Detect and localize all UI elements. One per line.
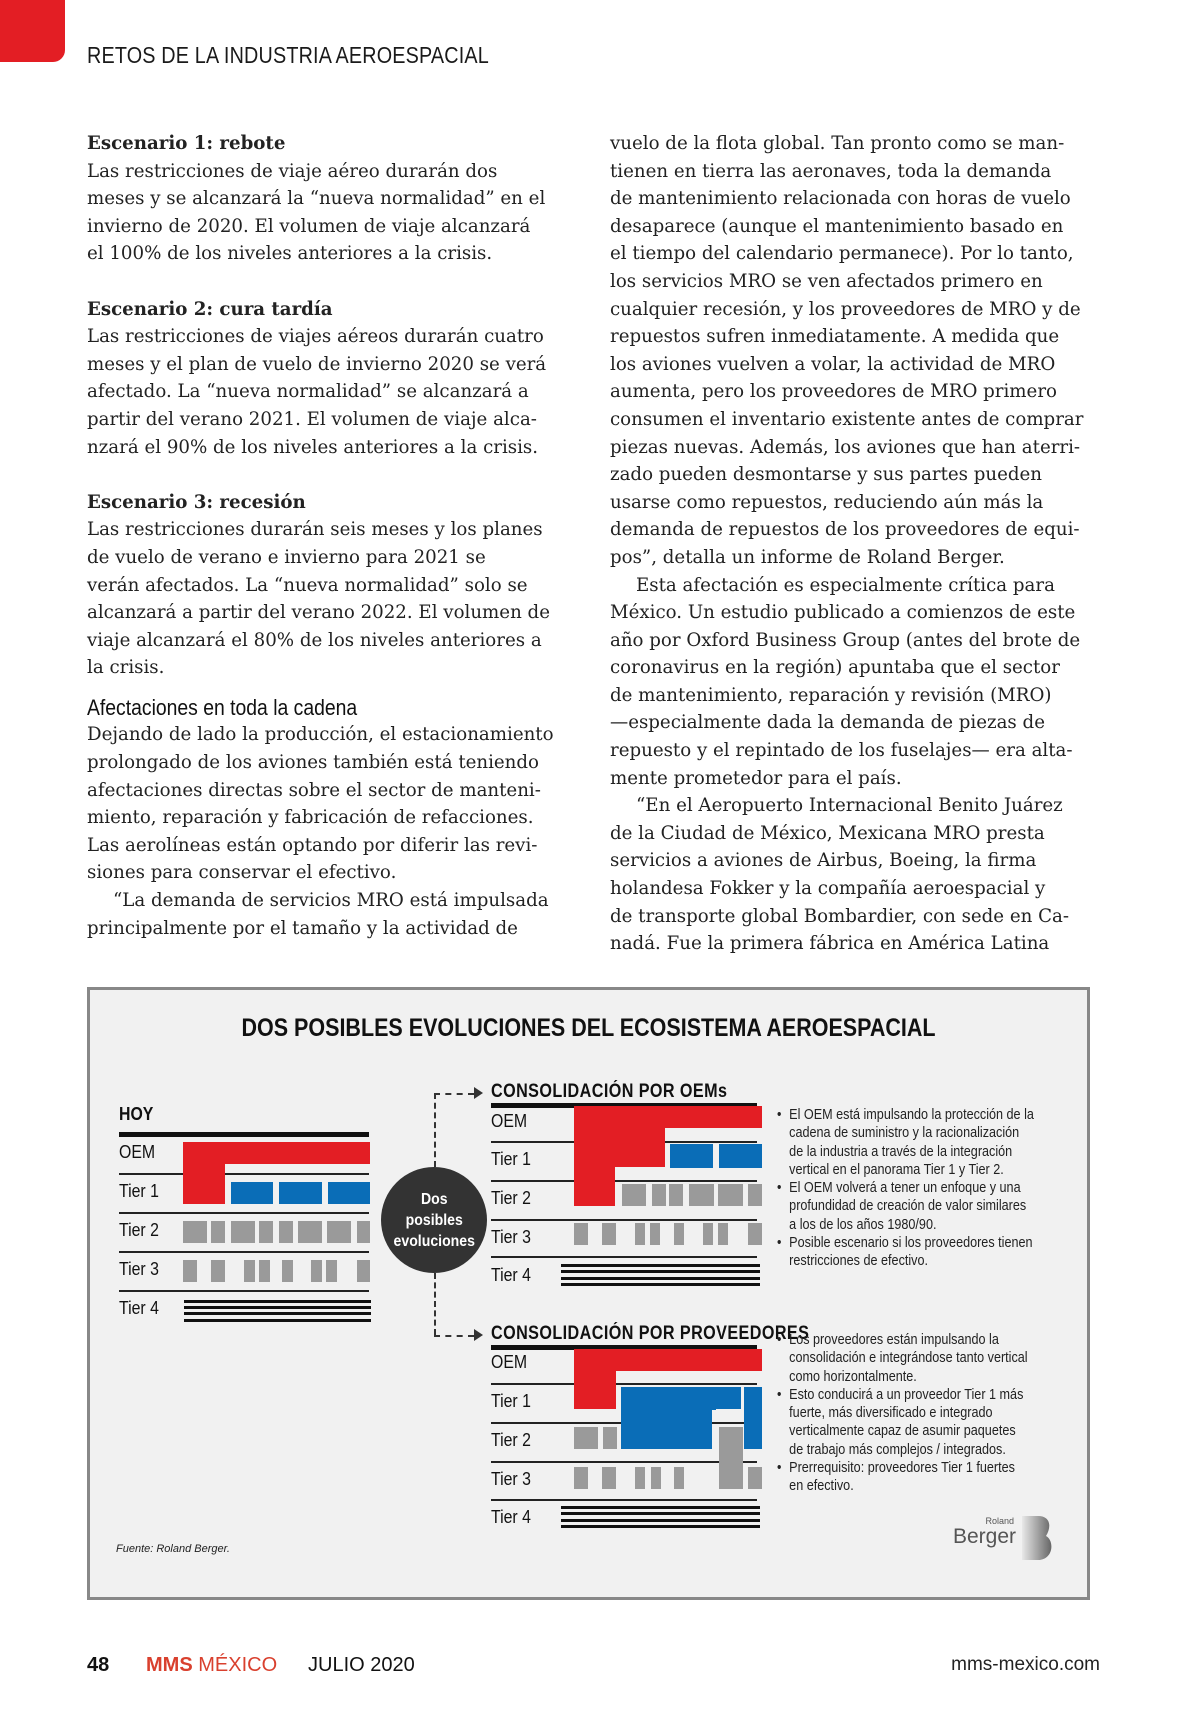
tier-label-oem: OEM xyxy=(491,1111,528,1131)
divider xyxy=(491,1219,757,1221)
text-line: alcanzará a partir del verano 2022. El volumen de xyxy=(87,602,550,624)
tier3-block xyxy=(326,1260,337,1282)
text-line: consumen el inventario existente antes de comprar xyxy=(610,408,1084,430)
bullet-item: • El OEM volverá a tener un enfoque y una profundidad de creación de valor similares a los de los años 1980/90. xyxy=(777,1179,1038,1234)
text-line: Las restricciones de viajes aéreos durarán cuatro xyxy=(87,326,544,348)
text-line: tienen en tierra las aeronaves, toda la demanda xyxy=(610,160,1052,182)
divider xyxy=(491,1461,757,1463)
supplier-consolidation-title: CONSOLIDACIÓN POR PROVEEDORES xyxy=(491,1323,810,1344)
figure-source: Fuente: Roland Berger. xyxy=(116,1543,230,1555)
tier2-block xyxy=(669,1184,683,1206)
tier-label-1: Tier 1 xyxy=(119,1181,159,1201)
tier3-block xyxy=(674,1467,684,1489)
divider xyxy=(491,1180,757,1182)
text-line: Las aerolíneas están optando por diferir las revi- xyxy=(87,834,538,856)
tier4-line xyxy=(184,1319,371,1322)
oem-bar-down xyxy=(183,1142,225,1204)
tier2-block xyxy=(211,1221,225,1243)
connector-line xyxy=(434,1093,436,1167)
connector-line xyxy=(434,1093,474,1095)
tier-label-1: Tier 1 xyxy=(491,1149,531,1169)
figure-title: DOS POSIBLES EVOLUCIONES DEL ECOSISTEMA AEROESPACIAL xyxy=(241,1014,936,1042)
tier2-block xyxy=(603,1427,617,1449)
text-line: el tiempo del calendario permanece). Por lo tanto, xyxy=(610,243,1074,265)
text-line: meses y el plan de vuelo de invierno 2020 se verá xyxy=(87,353,547,375)
tier2-block xyxy=(279,1221,293,1243)
tier-label-4: Tier 4 xyxy=(491,1507,531,1527)
oem-consolidation-title: CONSOLIDACIÓN POR OEMs xyxy=(491,1081,728,1102)
text-line: los servicios MRO se ven afectados primero en xyxy=(610,270,1043,292)
tier1-block xyxy=(328,1182,370,1204)
text-line: mente prometedor para el país. xyxy=(610,767,902,789)
tier1-block xyxy=(231,1182,273,1204)
text-line: partir del verano 2021. El volumen de viaje alca- xyxy=(87,408,537,430)
divider xyxy=(119,1173,369,1175)
text-line: desaparece (aunque el mantenimiento basado en xyxy=(610,215,1064,237)
tier-label-3: Tier 3 xyxy=(119,1259,159,1279)
divider xyxy=(491,1256,757,1258)
running-head: RETOS DE LA INDUSTRIA AEROESPACIAL xyxy=(87,42,489,68)
two-evolutions-circle: Dos posibles evoluciones xyxy=(381,1167,487,1273)
text-line: afectaciones directas sobre el sector de manteni- xyxy=(87,779,541,801)
tier2-block xyxy=(327,1221,351,1243)
tier-label-4: Tier 4 xyxy=(119,1298,159,1318)
tier3-block xyxy=(635,1223,645,1245)
tier-label-3: Tier 3 xyxy=(491,1227,531,1247)
bullet-item: • Prerrequisito: proveedores Tier 1 fuertes en efectivo. xyxy=(777,1459,1038,1496)
tier3-block xyxy=(602,1223,616,1245)
tier2-block xyxy=(183,1221,207,1243)
tier4-line xyxy=(184,1312,371,1315)
tier-label-2: Tier 2 xyxy=(119,1220,159,1240)
text-line: demanda de repuestos de los proveedores de equi- xyxy=(610,519,1080,541)
section-tab xyxy=(0,0,65,62)
tier2-block xyxy=(622,1184,646,1206)
tier3-block xyxy=(574,1223,588,1245)
text-line: pos”, detalla un informe de Roland Berger. xyxy=(610,546,1005,568)
text-line: Esta afectación es especialmente crítica para xyxy=(636,574,1055,596)
tier1-integrated-block xyxy=(718,1387,741,1409)
tier4-line xyxy=(561,1277,760,1280)
tier2-block xyxy=(689,1184,714,1206)
text-line: México. Un estudio publicado a comienzos de este xyxy=(610,602,1076,624)
text-line: servicios a aviones de Airbus, Boeing, la firma xyxy=(610,850,1037,872)
arrow-right-icon xyxy=(474,1087,483,1099)
oem-bar xyxy=(574,1106,615,1206)
text-line: repuestos sufren inmediatamente. A medida que xyxy=(610,326,1060,348)
tier4-line xyxy=(561,1283,760,1286)
bullet-item: • Los proveedores están impulsando la consolidación e integrándose tanto vertical como horizontalmente. xyxy=(777,1331,1038,1386)
tier3-block xyxy=(748,1223,762,1245)
text-line: los aviones vuelven a volar, la actividad de MRO xyxy=(610,353,1056,375)
tier2-block xyxy=(231,1221,255,1243)
tier2-block xyxy=(357,1221,370,1243)
text-line: prolongado de los aviones también está teniendo xyxy=(87,752,539,774)
text-line: viaje alcanzará el 80% de los niveles anteriores a xyxy=(87,629,542,651)
bullet-item: • El OEM está impulsando la protección de la cadena de suministro y la racionalización de la industria a través de la integración vertical en el panorama Tier 1 y Tier 2. xyxy=(777,1106,1038,1179)
bullet-item: • Posible escenario si los proveedores tienen restricciones de efectivo. xyxy=(777,1234,1038,1271)
tier3-block xyxy=(259,1260,270,1282)
text-line: principalmente por el tamaño y la actividad de xyxy=(87,917,518,939)
tier3-block xyxy=(718,1223,728,1245)
tier4-line xyxy=(561,1270,760,1273)
text-line: verán afectados. La “nueva normalidad” solo se xyxy=(87,574,528,596)
berger-b-icon xyxy=(1020,1514,1056,1562)
text-line: “La demanda de servicios MRO está impulsada xyxy=(113,890,549,912)
tier3-block xyxy=(602,1467,616,1489)
oem-bar xyxy=(574,1349,616,1409)
text-line: Las restricciones de viaje aéreo durarán dos xyxy=(87,160,498,182)
text-line: el 100% de los niveles anteriores a la crisis. xyxy=(87,243,493,265)
text-line: —especialmente dada la demanda de piezas de xyxy=(610,712,1045,734)
text-line: nadá. Fue la primera fábrica en América Latina xyxy=(610,933,1050,955)
ecosystem-figure xyxy=(87,987,1090,1600)
text-line: afectado. La “nueva normalidad” se alcanzará a xyxy=(87,381,529,403)
tier3-block xyxy=(651,1467,661,1489)
text-line: invierno de 2020. El volumen de viaje alcanzará xyxy=(87,215,531,237)
tier-label-1: Tier 1 xyxy=(491,1391,531,1411)
tier2-block xyxy=(748,1184,762,1206)
tier-label-4: Tier 4 xyxy=(491,1265,531,1285)
tier1-block xyxy=(279,1182,322,1204)
text-line: de vuelo de verano e invierno para 2021 se xyxy=(87,546,486,568)
oem-bullets xyxy=(777,1106,1077,1271)
bullet-item: • Esto conducirá a un proveedor Tier 1 más fuerte, más diversificado e integrado verticalmente capaz de asumir paquetes de trabajo más complejos / integrados. xyxy=(777,1386,1038,1459)
divider xyxy=(491,1383,757,1385)
tier-label-oem: OEM xyxy=(491,1352,528,1372)
divider xyxy=(119,1132,369,1137)
tier3-block xyxy=(574,1467,588,1489)
tier3-block xyxy=(650,1223,660,1245)
tier1-block xyxy=(670,1144,713,1168)
divider xyxy=(119,1212,369,1214)
tier3-block xyxy=(703,1223,713,1245)
roland-berger-logo: Roland Berger xyxy=(960,1510,1060,1566)
text-line: meses y se alcanzará la “nueva normalidad” en el xyxy=(87,188,546,210)
tier3-block xyxy=(244,1260,255,1282)
text-line: “En el Aeropuerto Internacional Benito Juárez xyxy=(636,795,1063,817)
tier1-block xyxy=(719,1144,762,1168)
text-line: año por Oxford Business Group (antes del brote de xyxy=(610,629,1081,651)
tier-label-2: Tier 2 xyxy=(491,1430,531,1450)
tier3-block xyxy=(635,1467,645,1489)
tier4-line xyxy=(184,1306,371,1309)
right-column xyxy=(610,130,1100,958)
tier-label-3: Tier 3 xyxy=(491,1469,531,1489)
tier3-block xyxy=(674,1223,684,1245)
tier3-block xyxy=(357,1260,370,1282)
text-line: la crisis. xyxy=(87,657,165,679)
text-line: Las restricciones durarán seis meses y los planes xyxy=(87,519,543,541)
tier2-block xyxy=(652,1184,666,1206)
text-line: de mantenimiento relacionada con horas de vuelo xyxy=(610,188,1071,210)
arrow-right-icon xyxy=(474,1329,483,1341)
page-footer xyxy=(87,1654,1100,1684)
tier4-line xyxy=(561,1512,760,1515)
text-line: miento, reparación y fabricación de refacciones. xyxy=(87,807,534,829)
tier4-line xyxy=(561,1264,760,1267)
scenario-2-heading: Escenario 2: cura tardía xyxy=(87,298,333,320)
text-line: coronavirus en la región) apuntaba que el sector xyxy=(610,657,1060,679)
website-link[interactable]: mms-mexico.com xyxy=(951,1654,1100,1675)
tier4-line xyxy=(184,1300,371,1303)
tier1-block xyxy=(744,1387,762,1449)
page-number: 48 xyxy=(87,1654,110,1676)
tier4-line xyxy=(561,1519,760,1522)
tier3-block xyxy=(719,1467,743,1489)
tier3-block xyxy=(183,1260,197,1282)
divider xyxy=(119,1290,369,1292)
tier3-block xyxy=(311,1260,322,1282)
today-label: HOY xyxy=(119,1104,154,1124)
scenario-1-heading: Escenario 1: rebote xyxy=(87,133,286,154)
tier2-block xyxy=(259,1221,273,1243)
tier4-line xyxy=(561,1525,760,1528)
text-line: holandesa Fokker y la compañía aeroespacial y xyxy=(610,878,1046,900)
divider xyxy=(119,1251,369,1253)
text-line: vuelo de la flota global. Tan pronto como se man- xyxy=(610,133,1065,154)
text-line: de mantenimiento, reparación y revisión (MRO) xyxy=(610,684,1052,706)
section-subheading: Afectaciones en toda la cadena xyxy=(87,694,358,720)
connector-line xyxy=(434,1273,436,1335)
tier2-block xyxy=(574,1427,598,1449)
text-line: de la Ciudad de México, Mexicana MRO presta xyxy=(610,822,1045,844)
supplier-bullets xyxy=(777,1331,1077,1496)
text-line: piezas nuevas. Además, los aviones que han aterri- xyxy=(610,436,1081,458)
text-line: Dejando de lado la producción, el estacionamiento xyxy=(87,724,554,746)
scenario-3-heading: Escenario 3: recesión xyxy=(87,491,306,513)
text-line: zado pueden desmontarse y sus partes pueden xyxy=(610,464,1043,486)
tier3-block xyxy=(748,1467,762,1489)
text-line: de transporte global Bombardier, con sede en Ca- xyxy=(610,905,1070,927)
text-line: usarse como repuestos, reduciendo aún más la xyxy=(610,491,1044,513)
issue-date: JULIO 2020 xyxy=(308,1654,415,1676)
tier3-block xyxy=(282,1260,293,1282)
tier2-block xyxy=(718,1184,743,1206)
left-column xyxy=(87,130,577,942)
text-line: repuesto y el repintado de los fuselajes— era alta- xyxy=(610,740,1073,762)
tier2-block xyxy=(298,1221,322,1243)
divider xyxy=(491,1499,757,1501)
magazine-brand: MMS MÉXICO xyxy=(146,1654,278,1676)
tier-label-2: Tier 2 xyxy=(491,1188,531,1208)
tier3-block xyxy=(211,1260,225,1282)
text-line: nzará el 90% de los niveles anteriores a la crisis. xyxy=(87,436,539,458)
connector-line xyxy=(434,1335,474,1337)
text-line: siones para conservar el efectivo. xyxy=(87,862,397,884)
text-line: aumenta, pero los proveedores de MRO primero xyxy=(610,381,1057,403)
tier4-line xyxy=(561,1506,760,1509)
tier-label-oem: OEM xyxy=(119,1142,156,1162)
text-line: cualquier recesión, y los proveedores de MRO y de xyxy=(610,298,1081,320)
